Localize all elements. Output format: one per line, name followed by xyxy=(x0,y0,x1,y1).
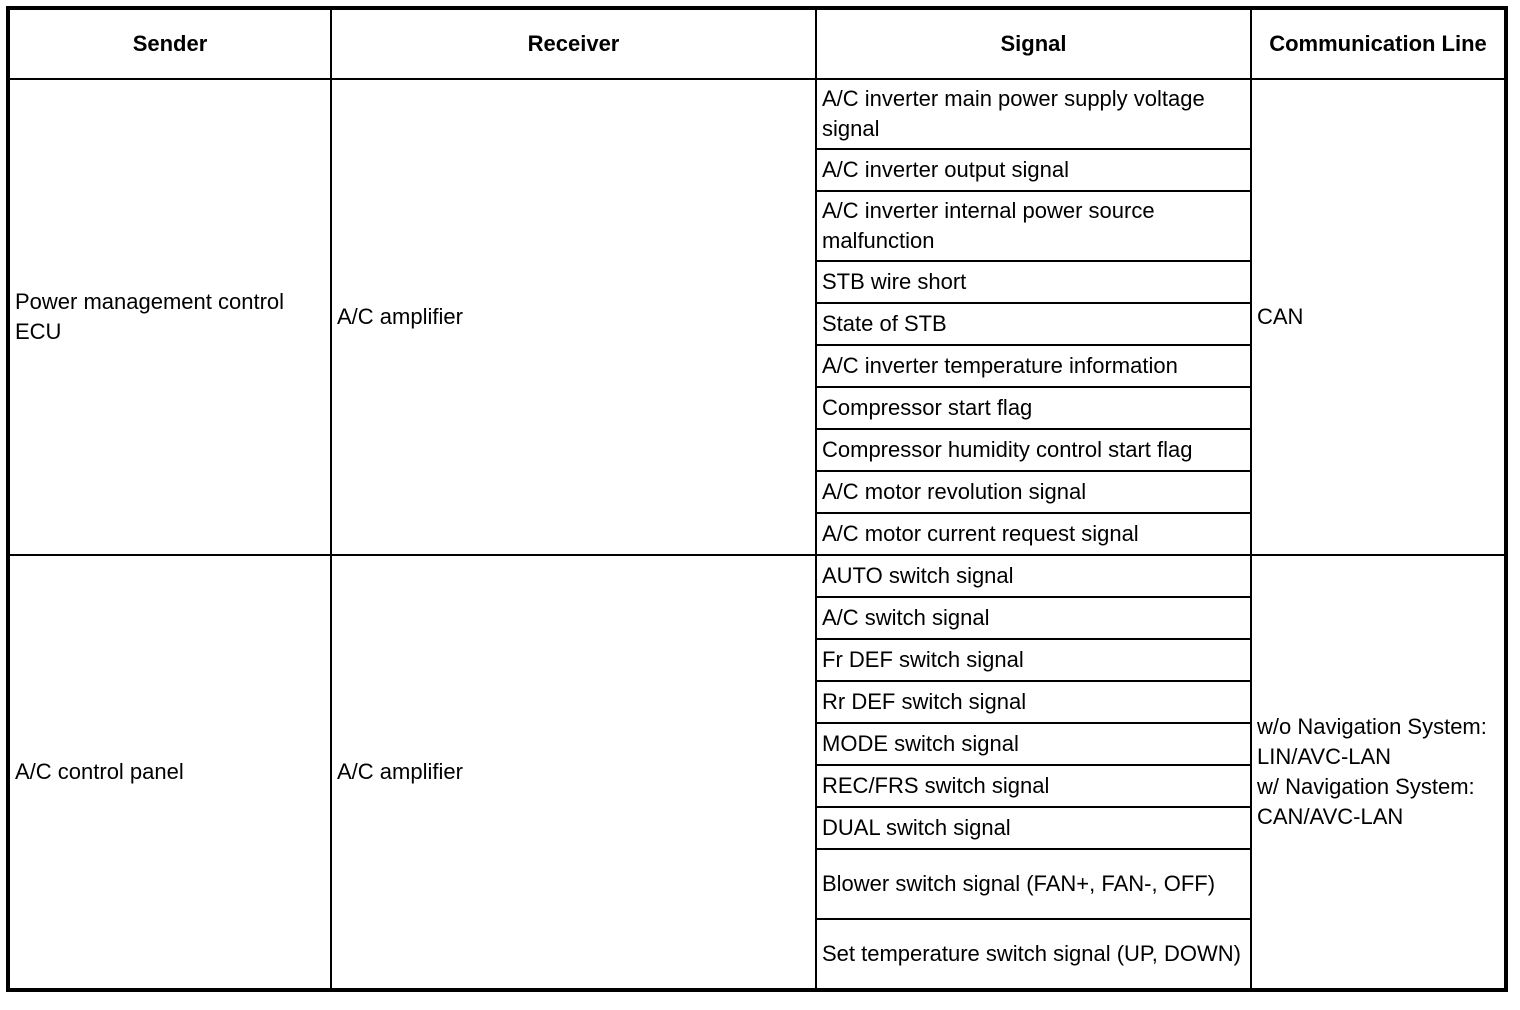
signal-cell: MODE switch signal xyxy=(816,723,1251,765)
header-signal: Signal xyxy=(816,8,1251,79)
receiver-cell: A/C amplifier xyxy=(331,555,816,990)
signal-cell: Fr DEF switch signal xyxy=(816,639,1251,681)
signal-cell: Rr DEF switch signal xyxy=(816,681,1251,723)
header-sender: Sender xyxy=(8,8,331,79)
signal-cell: STB wire short xyxy=(816,261,1251,303)
comm-line-text: LIN/AVC-LAN xyxy=(1257,744,1392,769)
signal-cell: A/C inverter temperature information xyxy=(816,345,1251,387)
comm-line-cell xyxy=(1251,79,1506,555)
signal-cell: State of STB xyxy=(816,303,1251,345)
sender-cell: A/C control panel xyxy=(8,555,331,990)
sender-cell: Power management control ECU xyxy=(8,79,331,555)
signal-cell: A/C motor revolution signal xyxy=(816,471,1251,513)
header-communication-line: Communication Line xyxy=(1251,8,1506,79)
receiver-cell: A/C amplifier xyxy=(331,79,816,555)
signal-cell: A/C inverter internal power source malfunction xyxy=(816,191,1251,261)
signal-cell: A/C inverter main power supply voltage signal xyxy=(816,79,1251,149)
signal-cell: Blower switch signal (FAN+, FAN-, OFF) xyxy=(816,849,1251,919)
comm-line-cell xyxy=(1251,555,1506,990)
signal-cell: Compressor humidity control start flag xyxy=(816,429,1251,471)
comm-line-text: CAN/AVC-LAN xyxy=(1257,804,1404,829)
signal-cell: AUTO switch signal xyxy=(816,555,1251,597)
signal-cell: Set temperature switch signal (UP, DOWN) xyxy=(816,919,1251,990)
signal-cell: Compressor start flag xyxy=(816,387,1251,429)
signal-cell: DUAL switch signal xyxy=(816,807,1251,849)
table-row xyxy=(8,79,1506,149)
comm-line-text: CAN xyxy=(1257,304,1304,329)
signal-cell: A/C inverter output signal xyxy=(816,149,1251,191)
communication-table xyxy=(6,6,1508,992)
signal-cell: REC/FRS switch signal xyxy=(816,765,1251,807)
table-row xyxy=(8,555,1506,597)
comm-line-text: w/ Navigation System: xyxy=(1257,774,1475,799)
header-receiver: Receiver xyxy=(331,8,816,79)
comm-line-text: w/o Navigation System: xyxy=(1257,714,1487,739)
signal-cell: A/C motor current request signal xyxy=(816,513,1251,555)
signal-cell: A/C switch signal xyxy=(816,597,1251,639)
header-row xyxy=(8,8,1506,79)
